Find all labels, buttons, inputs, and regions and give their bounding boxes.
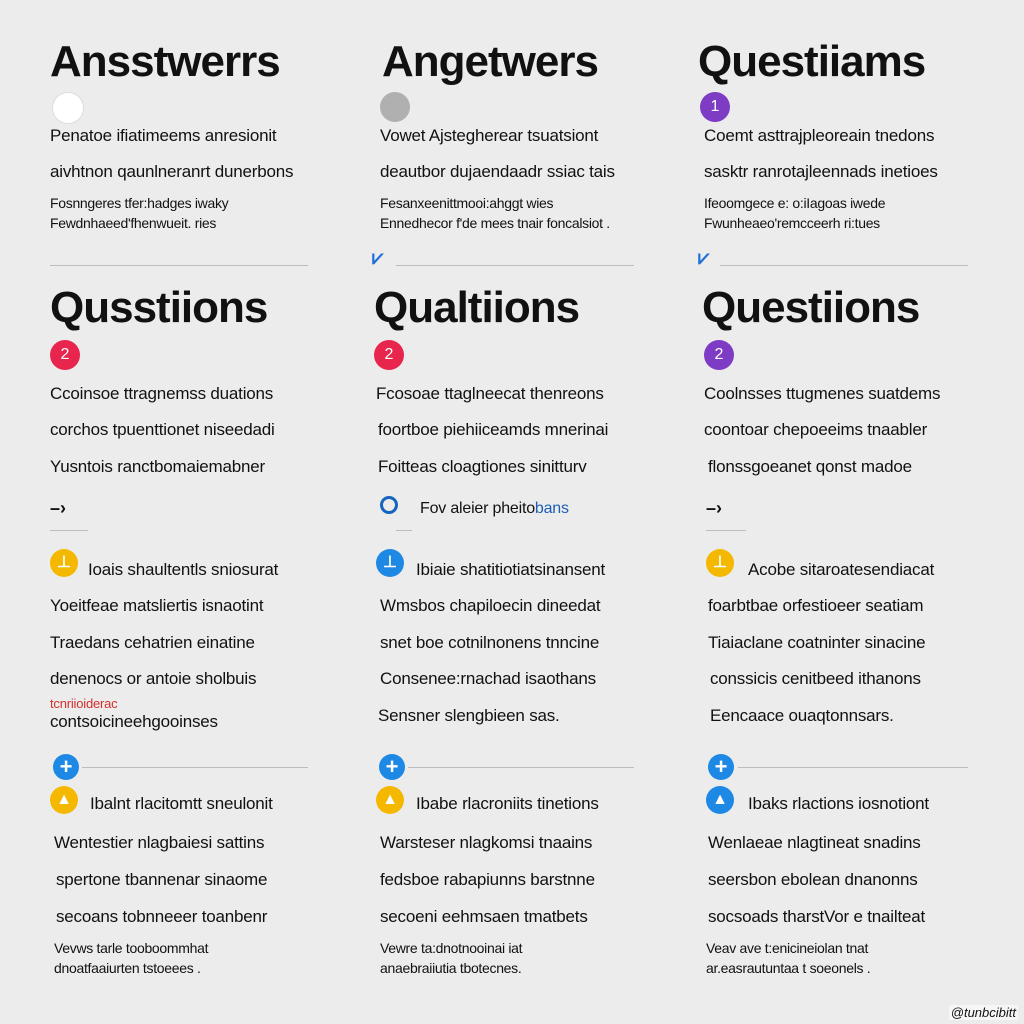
small-line: Fesanxeenittmooi:ahggt wies	[380, 195, 554, 211]
body-line: Sensner slengbieen sas.	[378, 706, 560, 725]
column-title: Questiiams	[698, 37, 926, 86]
body-line: sasktr ranrotajleennads inetioes	[704, 162, 938, 181]
body-line: Wentestier nlagbaiesi sattins	[54, 833, 265, 852]
body-line: Wmsbos chapiloecin dineedat	[380, 596, 601, 615]
small-line: Fewdnhaeed'fhenwueit. ries	[50, 215, 217, 231]
body-line: coontoar chepoeeims tnaabler	[704, 420, 928, 439]
body-line: flonssgoeanet qonst madoe	[708, 457, 912, 476]
small-line: Vevws tarle tooboommhat	[54, 940, 209, 956]
body-line: deautbor dujaendaadr ssiac tais	[380, 162, 615, 181]
body-line: seersbon ebolean dnanonns	[708, 870, 918, 889]
small-line: Fosnngeres tfer:hadges iwaky	[50, 195, 229, 211]
body-line: secoeni eehmsaen tmatbets	[380, 907, 588, 926]
divider-short	[50, 530, 88, 531]
small-line: Vewre ta:dnotnooinai iat	[380, 940, 523, 956]
body-line: spertone tbannenar sinaome	[56, 870, 268, 889]
check-icon: ⩗	[698, 247, 710, 269]
small-line: dnoatfaaiurten tstoeees .	[54, 960, 201, 976]
divider	[720, 265, 968, 266]
body-line: foortboe piehiiceamds mnerinai	[378, 420, 609, 439]
body-line: fedsboe rabapiunns barstnne	[380, 870, 595, 889]
step-badge-2: 2	[704, 340, 734, 370]
divider-short	[396, 530, 412, 531]
divider	[408, 767, 634, 768]
add-button[interactable]: +	[708, 754, 734, 780]
body-line: foarbtbae orfestioeer seatiam	[708, 596, 924, 615]
body-line: Eencaace ouaqtonnsars.	[710, 706, 894, 725]
body-line: Ibaks rlactions iosnotiont	[748, 794, 929, 813]
option-label: Fov aleier pheitobans	[420, 500, 569, 517]
add-button[interactable]: +	[53, 754, 79, 780]
watermark: @tunbcibitt	[950, 1005, 1016, 1020]
small-line: Veav ave t:enicineiolan tnat	[706, 940, 869, 956]
body-line: Ibabe rlacroniits tinetions	[416, 794, 599, 813]
body-line: Warsteser nlagkomsi tnaains	[380, 833, 593, 852]
small-line: anaebraiiutia tbotecnes.	[380, 960, 522, 976]
body-line: Ibiaie shatitiotiatsinansent	[416, 560, 606, 579]
lighthouse-icon: ⊥	[376, 549, 404, 577]
arrow-right-icon[interactable]: –›	[50, 498, 67, 518]
check-icon: ⩗	[372, 247, 384, 269]
body-line: Traedans cehatrien einatine	[50, 633, 255, 652]
red-annotation: tcnriioiderac	[50, 696, 118, 711]
body-line: secoans tobnneeer toanbenr	[56, 907, 268, 926]
body-line: Wenlaeae nlagtineat snadins	[708, 833, 921, 852]
small-line: ar.easrautuntaa t soeonels .	[706, 960, 871, 976]
step-badge-gray	[380, 92, 410, 122]
bell-icon: ▲	[50, 786, 78, 814]
divider	[50, 265, 308, 266]
body-line: corchos tpuenttionet niseedadi	[50, 420, 275, 439]
section-title: Questiions	[702, 283, 920, 332]
column-3	[700, 0, 1000, 1024]
small-line: Ifeoomgece e: o:iIagoas iwede	[704, 195, 886, 211]
step-badge-2: 2	[50, 340, 80, 370]
body-line: Vowet Ajstegherear tsuatsiont	[380, 126, 599, 145]
step-badge-1: 1	[700, 92, 730, 122]
divider	[738, 767, 968, 768]
body-line: Foitteas cloagtiones sinitturv	[378, 457, 587, 476]
body-line: Tiaiaclane coatninter sinacine	[708, 633, 926, 652]
body-line: conssicis cenitbeed ithanons	[710, 669, 921, 688]
body-line: snet boe cotnilnonens tnncine	[380, 633, 600, 652]
section-title: Qualtiions	[374, 283, 580, 332]
body-line: Yusntois ranctbomaiemabner	[50, 457, 265, 476]
body-line: Ioais shaultentls sniosurat	[88, 560, 279, 579]
body-line: Coemt asttrajpleoreain tnedons	[704, 126, 935, 145]
bell-icon: ▲	[376, 786, 404, 814]
body-line: Yoeitfeae matsliertis isnaotint	[50, 596, 264, 615]
body-line: socsoads tharstVor e tnailteat	[708, 907, 926, 926]
body-line: Penatoe ifiatimeems anresionit	[50, 126, 277, 145]
body-line: Fcosoae ttaglneecat thenreons	[376, 384, 604, 403]
bulb-icon: ⊥	[706, 549, 734, 577]
body-line: Ibalnt rlacitomtt sneulonit	[90, 794, 273, 813]
section-title: Qusstiions	[50, 283, 268, 332]
divider	[82, 767, 308, 768]
bell-icon: ▲	[706, 786, 734, 814]
body-line: denenocs or antoie sholbuis	[50, 669, 257, 688]
body-line: aivhtnon qaunlneranrt dunerbons	[50, 162, 294, 181]
bulb-icon: ⊥	[50, 549, 78, 577]
column-title: Ansstwerrs	[50, 37, 280, 86]
step-badge-2: 2	[374, 340, 404, 370]
small-line: Fwunheaeo'remcceerh ri:tues	[704, 215, 880, 231]
column-1	[50, 0, 350, 1024]
body-line: contsoicineehgooinses	[50, 712, 218, 731]
divider	[396, 265, 634, 266]
body-line: Coolnsses ttugmenes suatdems	[704, 384, 941, 403]
add-button[interactable]: +	[379, 754, 405, 780]
column-2	[372, 0, 676, 1024]
body-line: Consenee:rnachad isaothans	[380, 669, 596, 688]
radio-icon[interactable]	[380, 496, 398, 514]
arrow-right-icon[interactable]: –›	[706, 498, 723, 518]
body-line: Ccoinsoe ttragnemss duations	[50, 384, 274, 403]
body-line: Acobe sitaroatesendiacat	[748, 560, 935, 579]
step-badge-white	[52, 92, 84, 124]
small-line: Ennedhecor f'de mees tnair foncalsiot .	[380, 215, 610, 231]
column-title: Angetwers	[382, 37, 598, 86]
divider-short	[706, 530, 746, 531]
